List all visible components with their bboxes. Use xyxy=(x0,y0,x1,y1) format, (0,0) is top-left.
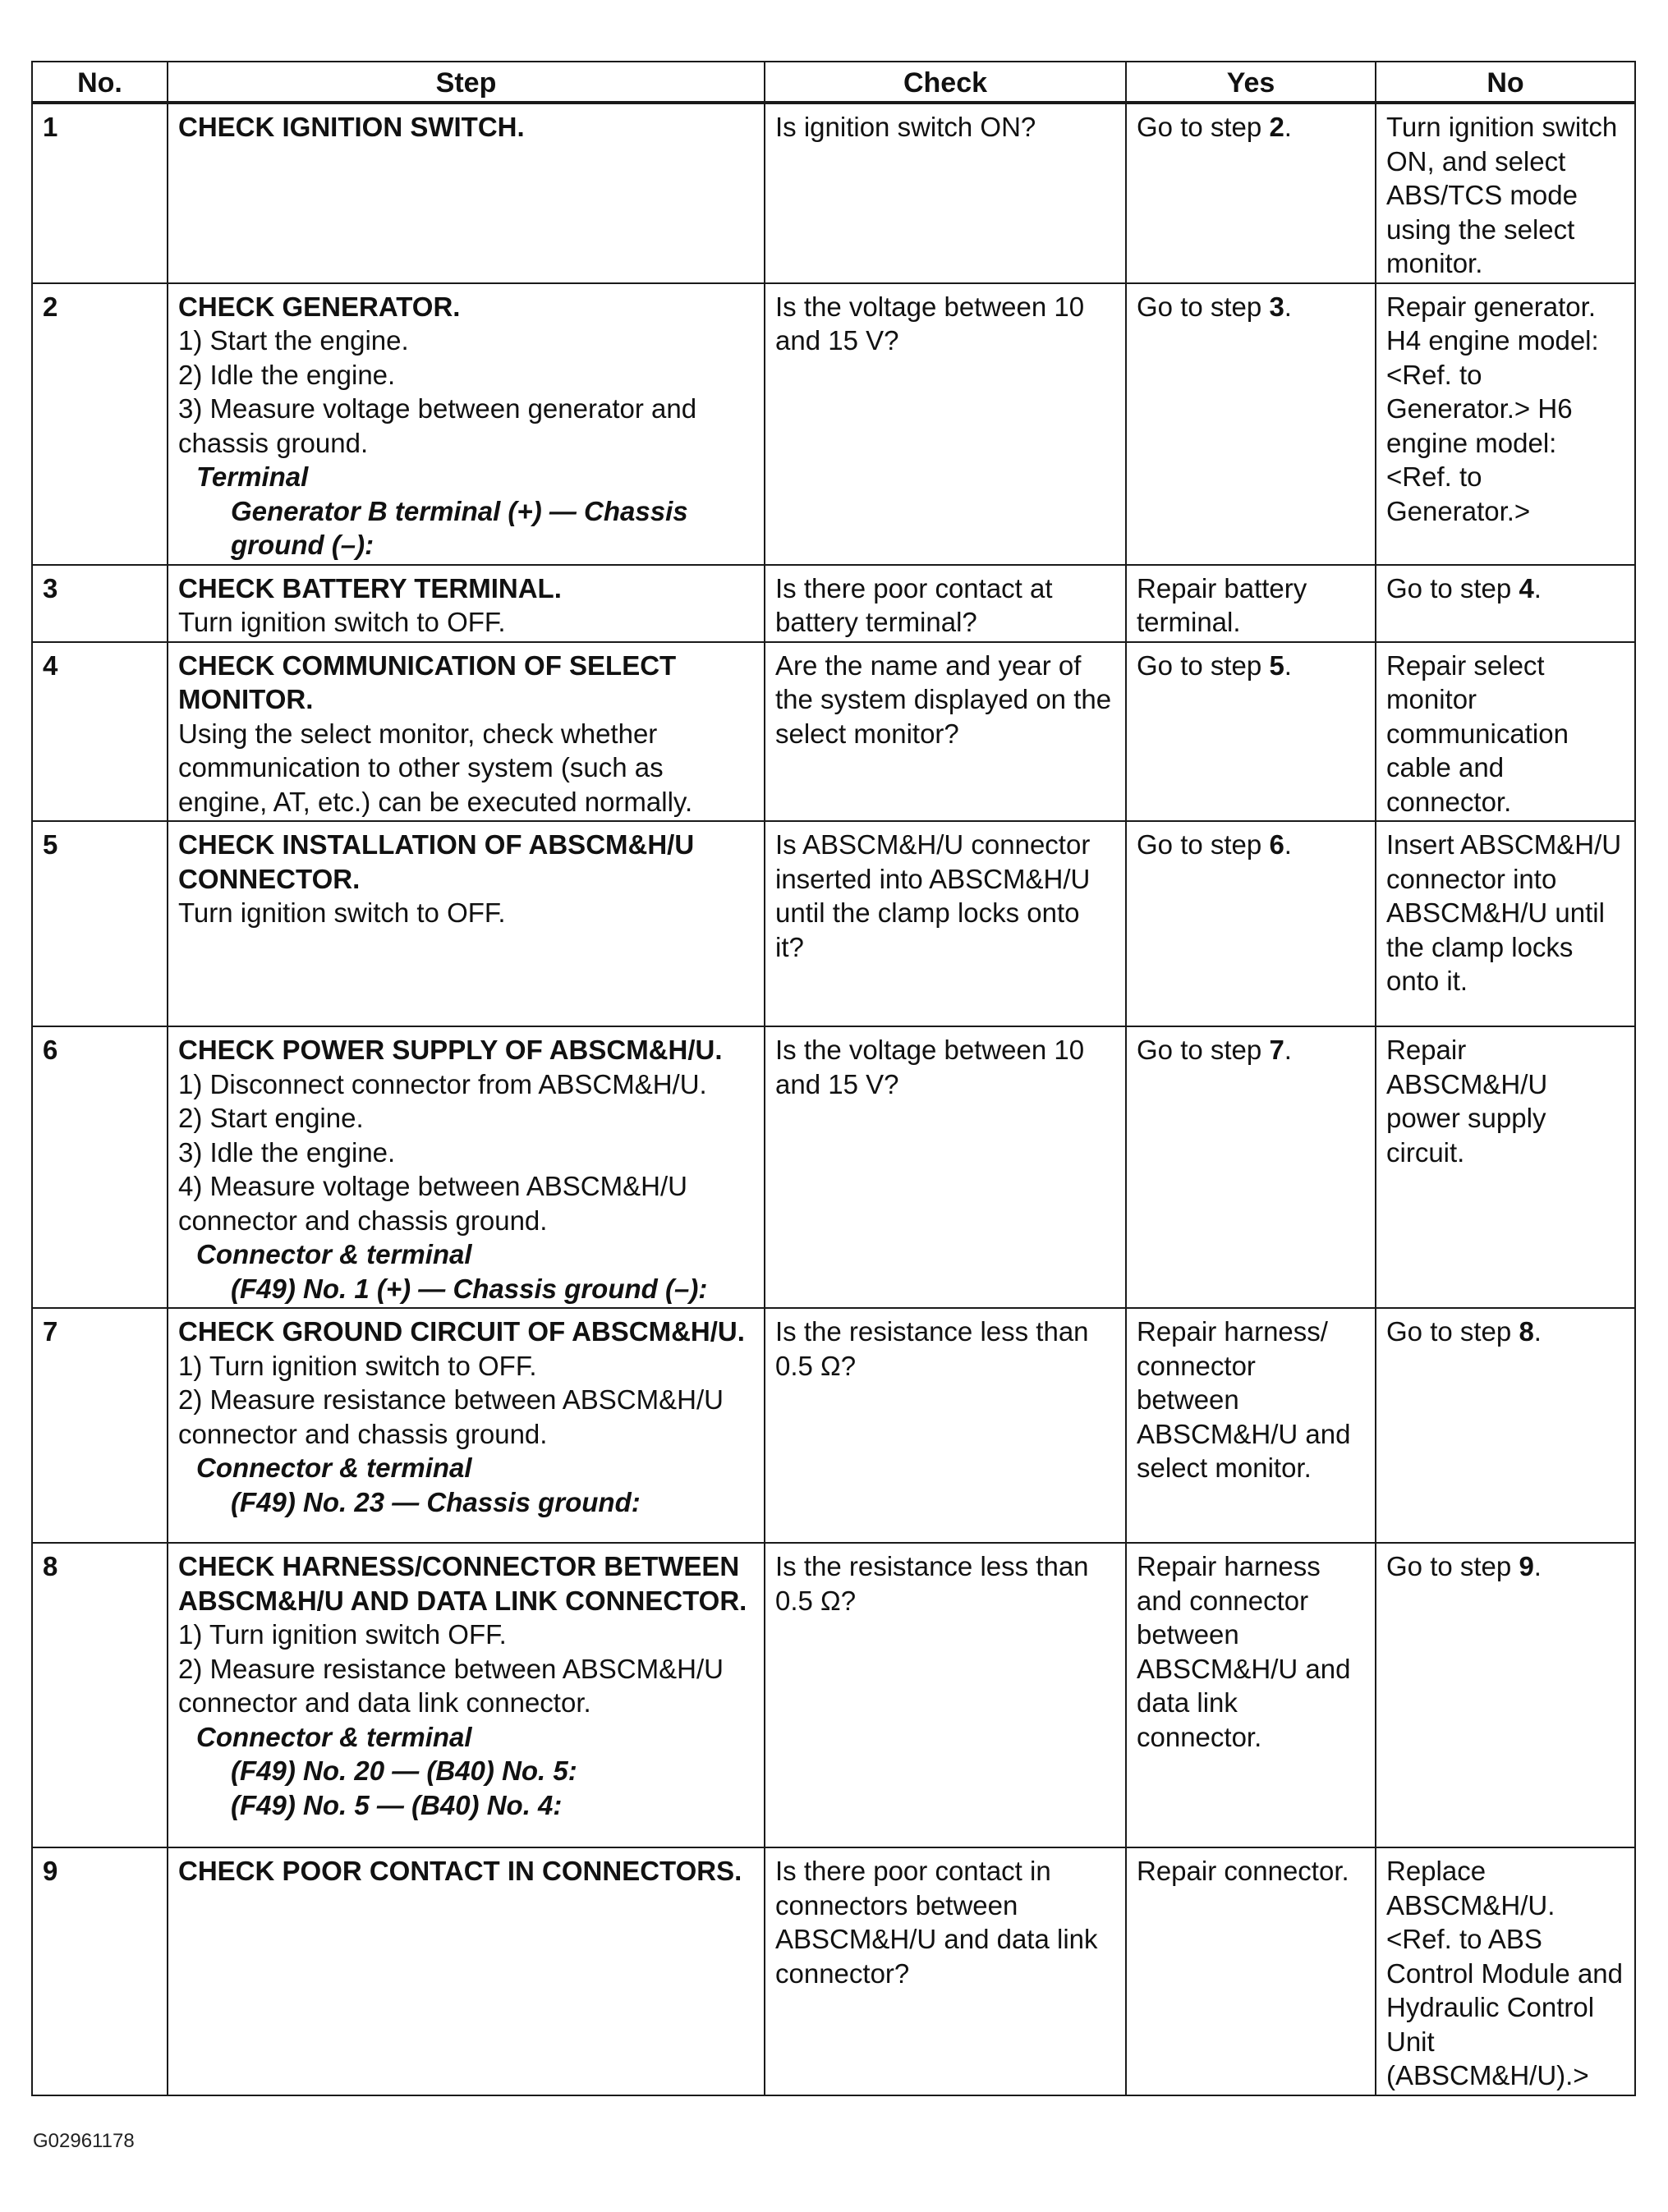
yes-action-end: . xyxy=(1284,829,1292,860)
diagnostic-procedure-table xyxy=(31,61,1636,2096)
yes-step-link: 7 xyxy=(1269,1035,1284,1065)
no-action xyxy=(1386,828,1624,998)
step-instruction: Turn ignition switch to OFF. xyxy=(178,897,506,928)
no-step-link: 4 xyxy=(1519,572,1534,603)
header-no: No. xyxy=(32,62,168,103)
table-row xyxy=(32,103,1635,283)
step-number: 4 xyxy=(32,642,168,822)
step-number: 8 xyxy=(32,1543,168,1847)
header-check: Check xyxy=(765,62,1126,103)
step-title: CHECK HARNESS/CONNECTOR BETWEEN ABSCM&H/U AND DATA LINK CONNECTOR. xyxy=(178,1551,747,1616)
step-title: CHECK BATTERY TERMINAL. xyxy=(178,572,562,603)
yes-action xyxy=(1137,1315,1365,1485)
step-title: CHECK POWER SUPPLY OF ABSCM&H/U. xyxy=(178,1035,723,1065)
table-row xyxy=(32,642,1635,822)
step-instruction: 1) Turn ignition switch to OFF. xyxy=(178,1350,537,1381)
no-action-text: Replace ABSCM&H/U. <Ref. to ABS Control Module and Hydraulic Control Unit (ABSCM&H/U).> xyxy=(1386,1856,1624,2090)
check-cell xyxy=(765,1543,1126,1847)
no-action xyxy=(1386,290,1624,529)
check-question: Is ABSCM&H/U connector inserted into ABSCM&H/U until the clamp locks onto it? xyxy=(775,829,1091,962)
step-cell xyxy=(168,1543,765,1847)
no-cell xyxy=(1376,283,1635,565)
step-cell xyxy=(168,1026,765,1308)
check-cell xyxy=(765,283,1126,565)
check-cell xyxy=(765,642,1126,822)
step-instruction: 2) Measure resistance between ABSCM&H/U connector and chassis ground. xyxy=(178,1384,724,1449)
step-instruction: 2) Measure resistance between ABSCM&H/U connector and data link connector. xyxy=(178,1653,724,1718)
step-instruction: 2) Idle the engine. xyxy=(178,359,396,390)
yes-step-link: 6 xyxy=(1269,829,1284,860)
yes-cell xyxy=(1126,565,1376,642)
step-instruction: Turn ignition switch to OFF. xyxy=(178,607,506,637)
terminal-label: Terminal xyxy=(196,461,309,492)
step-instruction: 1) Start the engine. xyxy=(178,325,409,356)
figure-code: G02961178 xyxy=(33,2130,135,2152)
yes-action-text: Go to step xyxy=(1137,291,1270,322)
no-action xyxy=(1386,1854,1624,2093)
step-title: CHECK POOR CONTACT IN CONNECTORS. xyxy=(178,1856,742,1886)
check-question: Is the resistance less than 0.5 Ω? xyxy=(775,1316,1089,1381)
check-question: Are the name and year of the system displayed on the select monitor? xyxy=(775,649,1112,749)
table-row xyxy=(32,565,1635,642)
no-action-text: Repair ABSCM&H/U power supply circuit. xyxy=(1386,1035,1548,1168)
yes-action-text: Repair connector. xyxy=(1137,1856,1349,1886)
table-row xyxy=(32,1308,1635,1543)
table-row xyxy=(32,821,1635,1026)
no-action-text: Insert ABSCM&H/U connector into ABSCM&H/U until the clamp locks onto it. xyxy=(1386,829,1622,996)
yes-action-text: Go to step xyxy=(1137,649,1270,681)
yes-cell xyxy=(1126,1847,1376,2095)
table-row xyxy=(32,1543,1635,1847)
yes-action-text: Repair harness/ connector between ABSCM&H/U and select monitor. xyxy=(1137,1316,1351,1483)
yes-cell xyxy=(1126,1308,1376,1543)
step-instruction: 2) Start engine. xyxy=(178,1103,364,1133)
no-action xyxy=(1386,1549,1624,1584)
no-cell xyxy=(1376,103,1635,283)
check-question: Is there poor contact at battery terminal? xyxy=(775,572,1053,637)
no-action xyxy=(1386,1315,1624,1349)
yes-action-end: . xyxy=(1284,112,1292,142)
step-title: CHECK GROUND CIRCUIT OF ABSCM&H/U. xyxy=(178,1316,745,1347)
step-title: CHECK COMMUNICATION OF SELECT MONITOR. xyxy=(178,649,677,714)
yes-step-link: 5 xyxy=(1269,649,1284,681)
yes-action xyxy=(1137,571,1365,640)
no-action-text: Go to step xyxy=(1386,572,1519,603)
check-cell xyxy=(765,1026,1126,1308)
yes-cell xyxy=(1126,283,1376,565)
no-action xyxy=(1386,110,1624,281)
no-cell xyxy=(1376,1026,1635,1308)
no-action xyxy=(1386,571,1624,606)
yes-action xyxy=(1137,1033,1365,1067)
no-action-text: Turn ignition switch ON, and select ABS/TCS mode using the select monitor. xyxy=(1386,112,1618,278)
no-action-text: Go to step xyxy=(1386,1551,1519,1581)
step-instruction: 3) Idle the engine. xyxy=(178,1136,396,1168)
terminal-label: Connector & terminal xyxy=(196,1721,472,1752)
no-action-text: Repair generator. H4 engine model: <Ref. to Generator.> H6 engine model: <Ref. to Generator.> xyxy=(1386,291,1599,526)
no-cell xyxy=(1376,821,1635,1026)
no-step-link: 8 xyxy=(1519,1316,1534,1347)
header-yes: Yes xyxy=(1126,62,1376,103)
table-header-row xyxy=(32,62,1635,103)
table-body xyxy=(32,103,1635,2095)
step-number: 6 xyxy=(32,1026,168,1308)
yes-action-text: Go to step xyxy=(1137,1035,1270,1065)
yes-action-end: . xyxy=(1284,1035,1292,1065)
no-action xyxy=(1386,649,1624,819)
step-cell xyxy=(168,1308,765,1543)
step-number: 9 xyxy=(32,1847,168,2095)
step-cell xyxy=(168,103,765,283)
terminal-spec: (F49) No. 23 — Chassis ground: xyxy=(231,1486,641,1517)
terminal-label: Connector & terminal xyxy=(196,1452,472,1483)
step-number: 3 xyxy=(32,565,168,642)
step-title: CHECK GENERATOR. xyxy=(178,291,461,322)
no-action-end: . xyxy=(1533,1551,1542,1581)
step-number: 7 xyxy=(32,1308,168,1543)
check-cell xyxy=(765,103,1126,283)
step-cell xyxy=(168,1847,765,2095)
terminal-label: Connector & terminal xyxy=(196,1239,472,1269)
table-row xyxy=(32,1026,1635,1308)
check-cell xyxy=(765,1308,1126,1543)
table-row xyxy=(32,283,1635,565)
no-action-end: . xyxy=(1533,1316,1542,1347)
yes-action-text: Go to step xyxy=(1137,112,1270,142)
step-instruction: 1) Turn ignition switch OFF. xyxy=(178,1619,507,1650)
yes-action xyxy=(1137,1549,1365,1754)
step-cell xyxy=(168,565,765,642)
step-cell xyxy=(168,821,765,1026)
step-cell xyxy=(168,642,765,822)
check-cell xyxy=(765,821,1126,1026)
yes-step-link: 3 xyxy=(1269,291,1284,322)
check-question: Is there poor contact in connectors between ABSCM&H/U and data link connector? xyxy=(775,1856,1098,1989)
step-cell xyxy=(168,283,765,565)
no-cell xyxy=(1376,1308,1635,1543)
terminal-spec: (F49) No. 20 — (B40) No. 5: xyxy=(231,1755,577,1786)
yes-step-link: 2 xyxy=(1269,112,1284,142)
no-action-text: Go to step xyxy=(1386,1316,1519,1347)
no-cell xyxy=(1376,1847,1635,2095)
step-instruction: 3) Measure voltage between generator and chassis ground. xyxy=(178,393,697,458)
yes-cell xyxy=(1126,1543,1376,1847)
step-title: CHECK INSTALLATION OF ABSCM&H/U CONNECTOR. xyxy=(178,829,695,894)
check-question: Is the voltage between 10 and 15 V? xyxy=(775,291,1085,356)
yes-action xyxy=(1137,828,1365,862)
check-question: Is the resistance less than 0.5 Ω? xyxy=(775,1551,1089,1616)
yes-action-text: Repair battery terminal. xyxy=(1137,572,1307,637)
step-number: 1 xyxy=(32,103,168,283)
step-instruction: Using the select monitor, check whether communication to other system (such as engine, AT, etc.) can be executed normally. xyxy=(178,718,693,817)
no-action-end: . xyxy=(1533,572,1542,603)
step-number: 5 xyxy=(32,821,168,1026)
yes-action-text: Repair harness and connector between ABSCM&H/U and data link connector. xyxy=(1137,1551,1351,1752)
table-row xyxy=(32,1847,1635,2095)
step-number: 2 xyxy=(32,283,168,565)
check-cell xyxy=(765,565,1126,642)
step-instruction: 4) Measure voltage between ABSCM&H/U connector and chassis ground. xyxy=(178,1171,687,1236)
yes-action-end: . xyxy=(1284,291,1292,322)
no-cell xyxy=(1376,642,1635,822)
yes-cell xyxy=(1126,642,1376,822)
terminal-spec: Generator B terminal (+) — Chassis ground (–): xyxy=(231,495,688,560)
header-step: Step xyxy=(168,62,765,103)
step-instruction: 1) Disconnect connector from ABSCM&H/U. xyxy=(178,1068,707,1099)
no-step-link: 9 xyxy=(1519,1551,1534,1581)
header-no-result: No xyxy=(1376,62,1635,103)
check-question: Is the voltage between 10 and 15 V? xyxy=(775,1035,1085,1099)
check-cell xyxy=(765,1847,1126,2095)
yes-cell xyxy=(1126,103,1376,283)
no-action xyxy=(1386,1033,1624,1169)
yes-cell xyxy=(1126,821,1376,1026)
no-cell xyxy=(1376,1543,1635,1847)
no-cell xyxy=(1376,565,1635,642)
yes-action-end: . xyxy=(1284,649,1292,681)
yes-action xyxy=(1137,110,1365,145)
check-question: Is ignition switch ON? xyxy=(775,112,1036,142)
step-title: CHECK IGNITION SWITCH. xyxy=(178,112,525,142)
yes-cell xyxy=(1126,1026,1376,1308)
yes-action xyxy=(1137,649,1365,683)
terminal-spec: (F49) No. 5 — (B40) No. 4: xyxy=(231,1789,563,1820)
terminal-spec: (F49) No. 1 (+) — Chassis ground (–): xyxy=(231,1273,708,1304)
yes-action-text: Go to step xyxy=(1137,829,1270,860)
yes-action xyxy=(1137,1854,1365,1888)
yes-action xyxy=(1137,290,1365,324)
no-action-text: Repair select monitor communication cable and connector. xyxy=(1386,649,1569,817)
